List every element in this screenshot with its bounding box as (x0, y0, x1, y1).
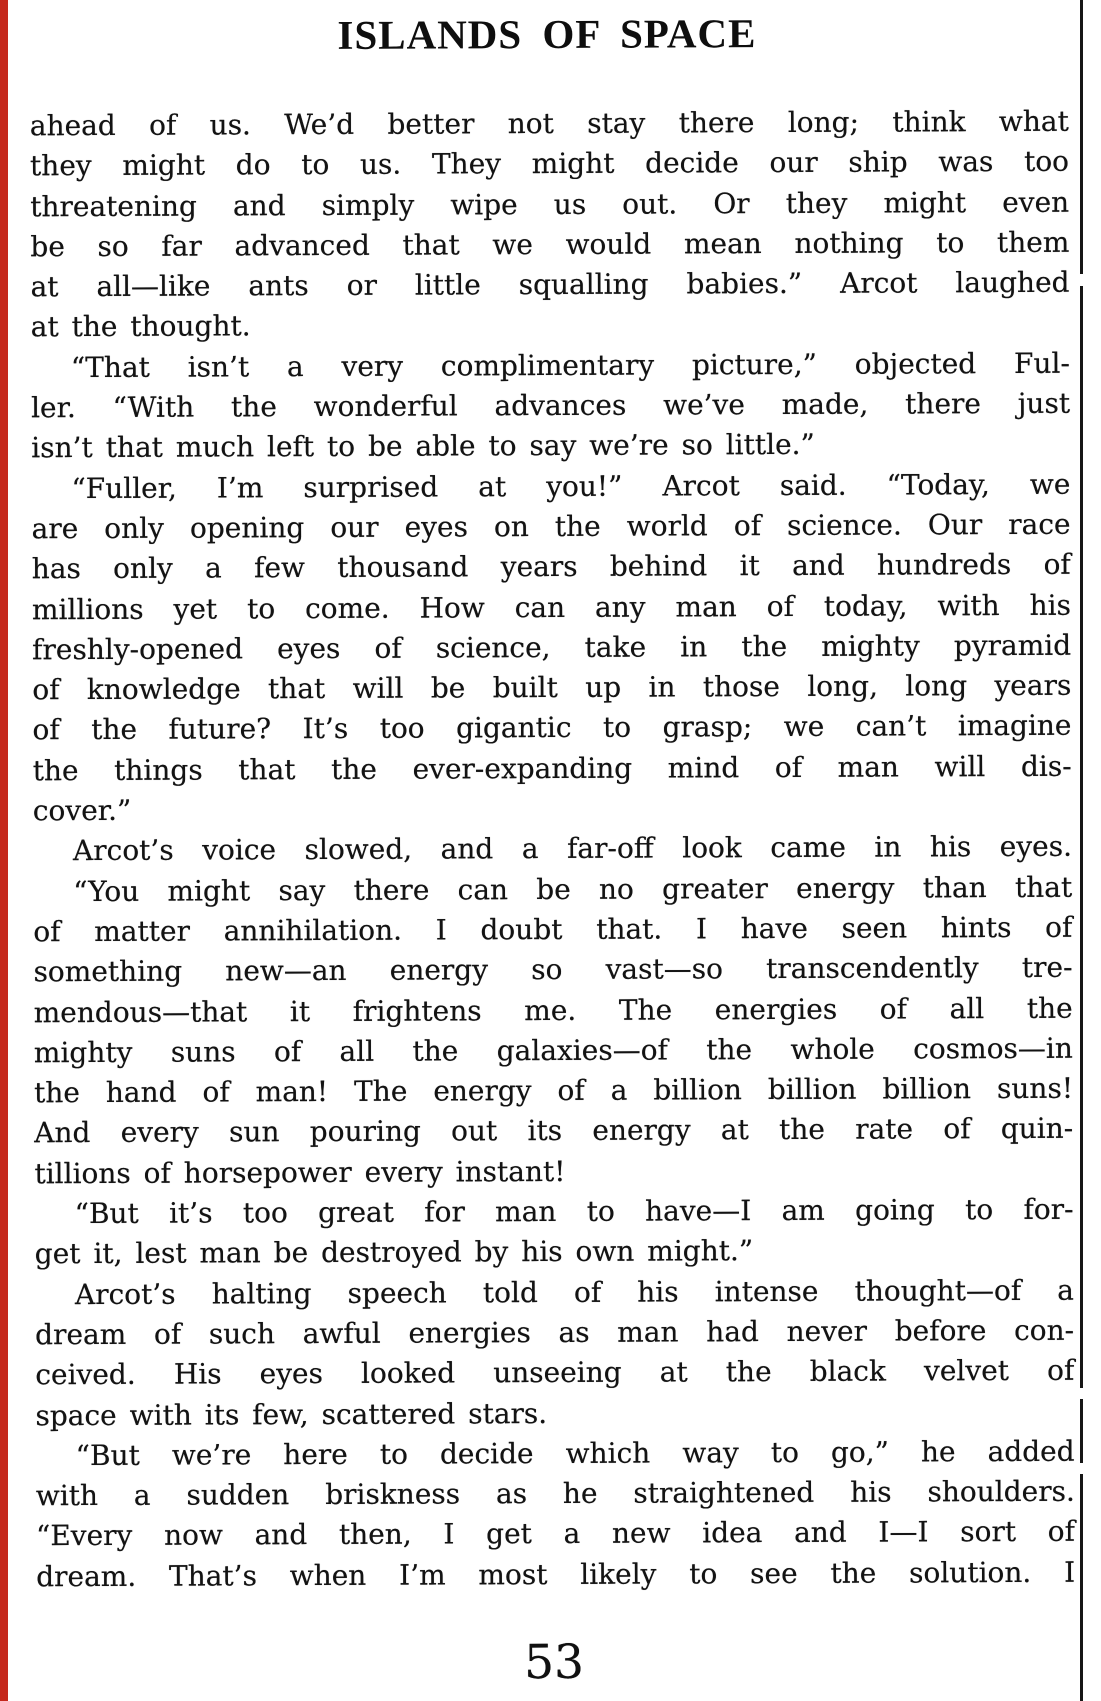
text-line: get it, lest man be destroyed by his own might.” (34, 1234, 754, 1271)
text-line: dream of such awful energies as man had never before con- (35, 1313, 1075, 1352)
text-line: has only a few thousand years behind it and hundreds of (31, 547, 1071, 586)
text-line: at all—like ants or little squalling babies.” Arcot laughed (30, 265, 1070, 304)
text-line: tillions of horsepower every instant! (34, 1154, 566, 1190)
text-line: of matter annihilation. I doubt that. I have seen hints of (33, 910, 1073, 949)
text-line: of the future? It’s too gigantic to grasp; we can’t imagine (32, 709, 1072, 747)
page-edge-rule (1080, 1399, 1083, 1463)
text-line: ahead of us. We’d better not stay there long; think what (29, 104, 1069, 143)
text-line: “Every now and then, I get a new idea and I—I sort of (35, 1515, 1076, 1553)
text-line: And every sun pouring out its energy at the rate of quin- (34, 1112, 1074, 1150)
text-line: ler. “With the wonderful advances we’ve made, there just (30, 386, 1071, 425)
text-line: “That isn’t a very complimentary picture,” objected Ful- (70, 346, 1070, 384)
text-line: mighty suns of all the galaxies—of the whole cosmos—in (33, 1031, 1073, 1070)
text-line: “Fuller, I’m surprised at you!” Arcot said. “Today, we (71, 467, 1071, 505)
text-line: threatening and simply wipe us out. Or they might even (30, 185, 1070, 223)
text-line: ceived. His eyes looked unseeing at the black velvet of (35, 1353, 1075, 1392)
text-line: Arcot’s halting speech told of his intense thought—of a (74, 1273, 1074, 1311)
page-edge-rule (1080, 1474, 1083, 1701)
text-line: at the thought. (30, 309, 251, 344)
text-line: dream. That’s when I’m most likely to see the solution. I (36, 1555, 1076, 1593)
text-line: with a sudden briskness as he straightened his shoulders. (35, 1474, 1075, 1513)
text-line: mendous—that it frightens me. The energies of all the (33, 991, 1073, 1029)
text-line: the things that the ever-expanding mind of man will dis- (32, 749, 1072, 788)
text-line: cover.” (32, 793, 132, 828)
text-line: isn’t that much left to be able to say we’re so little.” (31, 428, 815, 465)
text-line: millions yet to come. How can any man of today, with his (31, 588, 1072, 626)
running-head-title: ISLANDS OF SPACE (337, 10, 757, 58)
text-line: the hand of man! The energy of a billion billion billion suns! (33, 1071, 1074, 1110)
text-line: something new—an energy so vast—so transcendently tre- (33, 950, 1073, 989)
text-line: Arcot’s voice slowed, and a far-off look came in his eyes. (72, 830, 1073, 868)
text-line: be so far advanced that we would mean nothing to them (30, 225, 1070, 264)
page-edge-rule (1080, 286, 1083, 1388)
text-line: freshly-opened eyes of science, take in the mighty pyramid (32, 628, 1072, 667)
page-number: 53 (524, 1634, 585, 1691)
page-edge-rule (1080, 0, 1083, 274)
text-line: they might do to us. They might decide our ship was too (29, 145, 1070, 183)
text-line: “You might say there can be no greater energy than that (73, 870, 1073, 908)
text-line: “But we’re here to decide which way to go,” he added (75, 1434, 1075, 1472)
body-text (30, 102, 1075, 1598)
text-line: are only opening our eyes on the world of science. Our race (31, 507, 1071, 546)
text-line: “But it’s too great for man to have—I am going to for- (74, 1192, 1074, 1231)
text-line: space with its few, scattered stars. (35, 1396, 548, 1432)
text-line: of knowledge that will be built up in those long, long years (32, 668, 1072, 707)
